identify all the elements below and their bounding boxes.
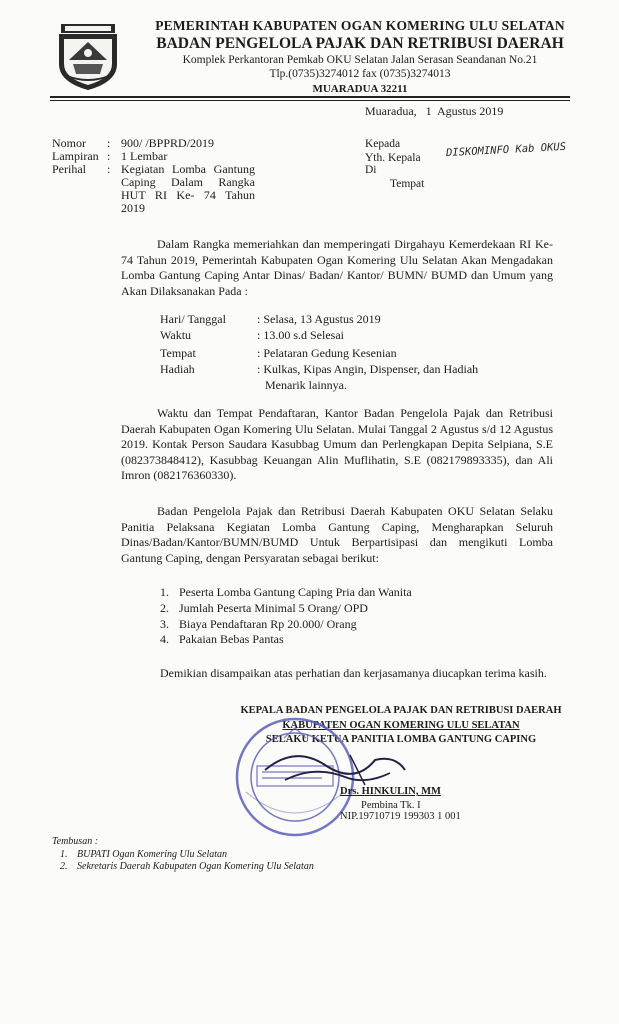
list-item: 1. Peserta Lomba Gantung Caping Pria dan Wanita [160, 585, 412, 599]
detail-value: : Kulkas, Kipas Angin, Dispenser, dan Hadiah [257, 362, 479, 376]
list-item: 2. Jumlah Peserta Minimal 5 Orang/ OPD [160, 600, 368, 615]
paragraph-registration: Waktu dan Tempat Pendaftaran, Kantor Badan Pengelola Pajak dan Retribusi Daerah Kabupaten Ogan Komering Ulu Selatan. Mulai Tanggal 2 Agustus s/d 12 Agustus 2019. Kontak Person Saudara Kasubbag Umum dan Perlengkapan Depita Selpiana, S.E (082373848412), Kasubbag Keuangan Alin Muflihatin, S.E (082179893335), dan Ali Imron (082176360330). [121, 406, 553, 482]
closing-sentence: Demikian disampaikan atas perhatian dan kerjasamanya diucapkan terima kasih. [160, 666, 547, 680]
list-item: 4. Pakaian Bebas Pantas [160, 632, 284, 647]
tembusan-list [60, 849, 314, 872]
agency-address: Komplek Perkantoran Pemkab OKU Selatan Jalan Serasan Seandanan No.21 [182, 54, 538, 66]
detail-label: Tempat [160, 346, 196, 360]
yth-label: Yth. Kepala [365, 152, 421, 164]
detail-label: Hadiah [160, 362, 195, 376]
tembusan-title: Tembusan : [52, 836, 99, 847]
perihal-label: Perihal [52, 162, 86, 176]
kepada-label: Kepada [365, 138, 401, 150]
detail-label: Waktu [160, 328, 192, 342]
hadiah-continuation: Menarik lainnya. [265, 378, 347, 392]
nomor-value: 900/ /BPPRD/2019 [121, 136, 215, 150]
regency-logo [53, 20, 123, 92]
agency-name: BADAN PENGELOLA PAJAK DAN RETRIBUSI DAERAH [156, 35, 564, 52]
requirements-list [160, 585, 412, 648]
lampiran-colon: : [107, 149, 111, 163]
detail-value: : Selasa, 13 Agustus 2019 [257, 312, 381, 326]
detail-label: Hari/ Tanggal [160, 312, 226, 326]
lampiran-label: Lampiran [52, 149, 99, 163]
handwritten-recipient: DISKOMINFO Kab OKUS [445, 140, 567, 160]
agency-city: MUARADUA 32211 [312, 83, 408, 95]
detail-value: : Pelataran Gedung Kesenian [257, 346, 397, 360]
list-item: 3. Biaya Pendaftaran Rp 20.000/ Orang [160, 616, 357, 631]
letter-date: Muaradua, 1 Agustus 2019 [365, 104, 504, 118]
nomor-colon: : [107, 136, 111, 150]
government-name: PEMERINTAH KABUPATEN OGAN KOMERING ULU SELATAN [155, 18, 565, 33]
paragraph-invitation: Badan Pengelola Pajak dan Retribusi Daerah Kabupaten OKU Selatan Selaku Panitia Pelaksana Kegiatan Lomba Gantung Caping, Mengharapkan Seluruh Dinas/Badan/Kantor/BUMN/BUMD Untuk Berpartisipasi dan mengikuti Lomba Gantung Caping, dengan Persyaratan sebagai berikut: [121, 504, 553, 565]
letterhead [130, 18, 590, 96]
signatory-title: KEPALA BADAN PENGELOLA PAJAK DAN RETRIBUSI DAERAH [240, 705, 562, 716]
nomor-label: Nomor [52, 136, 86, 150]
signatory-name: Drs. HINKULIN, MM [340, 786, 441, 797]
list-item: 2. Sekretaris Daerah Kabupaten Ogan Komering Ulu Selatan [60, 860, 314, 872]
agency-phone: Tlp.(0735)3274012 fax (0735)3274013 [269, 68, 451, 80]
event-details [0, 312, 560, 392]
signatory-nip: NIP.19710719 199303 1 001 [340, 811, 461, 822]
signatory-rank: Pembina Tk. I [361, 800, 421, 811]
tempat-label: Tempat [390, 178, 425, 190]
letterhead-rule-thin [50, 100, 570, 101]
perihal-colon: : [107, 162, 111, 176]
list-item: 1. BUPATI Ogan Komering Ulu Selatan [60, 849, 227, 860]
letterhead-rule-thick [50, 96, 570, 98]
di-label: Di [365, 164, 377, 176]
perihal-value: Kegiatan Lomba Gantung Caping Dalam Rangka HUT RI Ke- 74 Tahun 2019 [121, 162, 255, 215]
lampiran-value: 1 Lembar [121, 149, 168, 163]
detail-value: : 13.00 s.d Selesai [257, 328, 344, 342]
paragraph-intro: Dalam Rangka memeriahkan dan memperingati Dirgahayu Kemerdekaan RI Ke-74 Tahun 2019, Pemerintah Kabupaten Ogan Komering Ulu Selatan Akan Mengadakan Lomba Gantung Caping Antar Dinas/ Badan/ Kantor/ BUMN/ BUMD dan Umum yang Akan Dilaksanakan Pada : [121, 237, 553, 298]
signatory-role: SELAKU KETUA PANITIA LOMBA GANTUNG CAPING [265, 734, 537, 745]
signatory-regency: KABUPATEN OGAN KOMERING ULU SELATAN [282, 719, 520, 731]
